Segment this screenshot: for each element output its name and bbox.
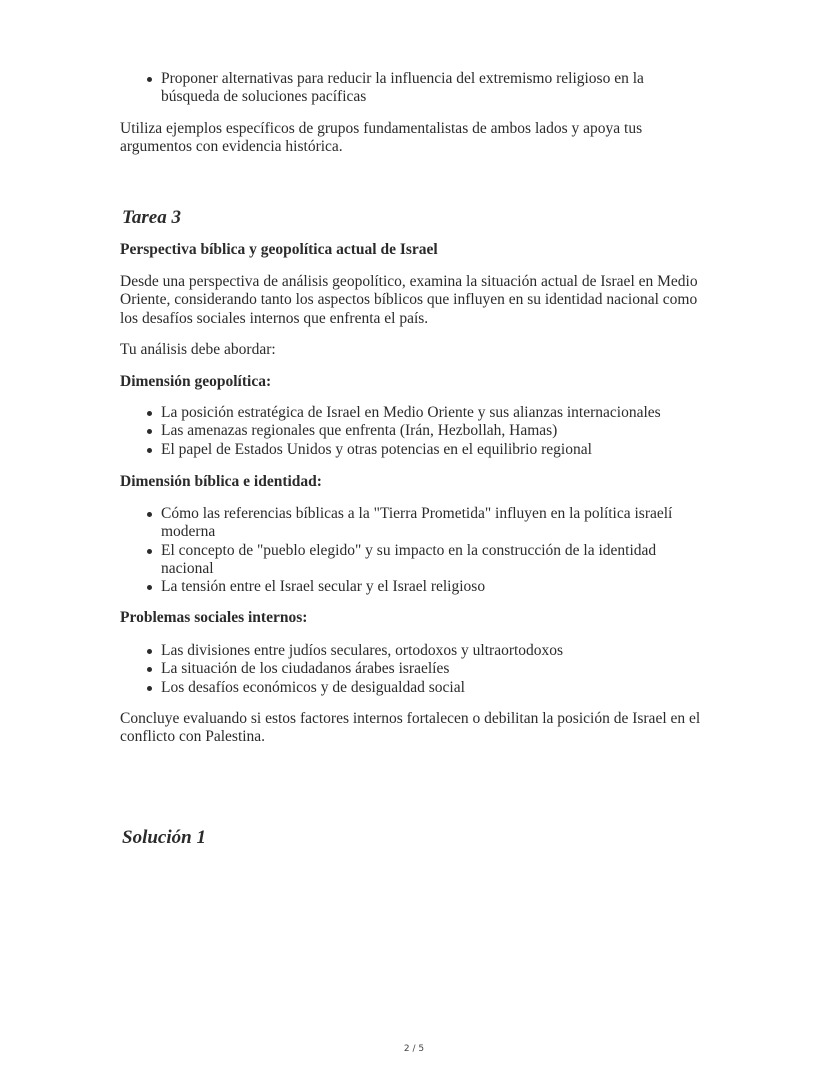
section-title-sociales: Problemas sociales internos: [120, 609, 308, 626]
task3-description: Desde una perspectiva de análisis geopolítico, examina la situación actual de Israel en Medio Oriente, considerando tanto los aspectos bíblicos que influyen en su identidad nacional como los desafíos sociales internos que enfrenta el país. [120, 273, 698, 327]
list-item: La situación de los ciudadanos árabes israelíes [120, 660, 720, 678]
section-title-geopolitica: Dimensión geopolítica: [120, 373, 272, 390]
biblica-list [120, 505, 700, 596]
sociales-list [120, 642, 720, 697]
list-item: Proponer alternativas para reducir la influencia del extremismo religioso en la búsqueda de soluciones pacíficas [120, 70, 680, 107]
list-item: Las amenazas regionales que enfrenta (Irán, Hezbollah, Hamas) [120, 422, 720, 440]
geopolitica-list [120, 404, 720, 459]
section-title-biblica: Dimensión bíblica e identidad: [120, 473, 322, 490]
list-item: El papel de Estados Unidos y otras potencias en el equilibrio regional [120, 441, 720, 459]
task3-prompt: Tu análisis debe abordar: [120, 341, 276, 358]
list-item: Los desafíos económicos y de desigualdad social [120, 679, 720, 697]
page-number: 2 / 5 [403, 1044, 425, 1054]
intro-paragraph: Utiliza ejemplos específicos de grupos fundamentalistas de ambos lados y apoya tus argumentos con evidencia histórica. [120, 120, 643, 156]
solution-heading: Solución 1 [122, 827, 206, 848]
task3-conclusion: Concluye evaluando si estos factores internos fortalecen o debilitan la posición de Israel en el conflicto con Palestina. [120, 710, 701, 746]
list-item: La posición estratégica de Israel en Medio Oriente y sus alianzas internacionales [120, 404, 720, 422]
list-item: El concepto de "pueblo elegido" y su impacto en la construcción de la identidad nacional [120, 542, 700, 579]
intro-bullet-list [120, 70, 680, 107]
list-item: La tensión entre el Israel secular y el Israel religioso [120, 578, 700, 596]
list-item: Las divisiones entre judíos seculares, ortodoxos y ultraortodoxos [120, 642, 720, 660]
task3-subtitle: Perspectiva bíblica y geopolítica actual de Israel [120, 241, 438, 258]
task3-heading: Tarea 3 [122, 207, 181, 228]
list-item: Cómo las referencias bíblicas a la "Tierra Prometida" influyen en la política israelí moderna [120, 505, 700, 542]
